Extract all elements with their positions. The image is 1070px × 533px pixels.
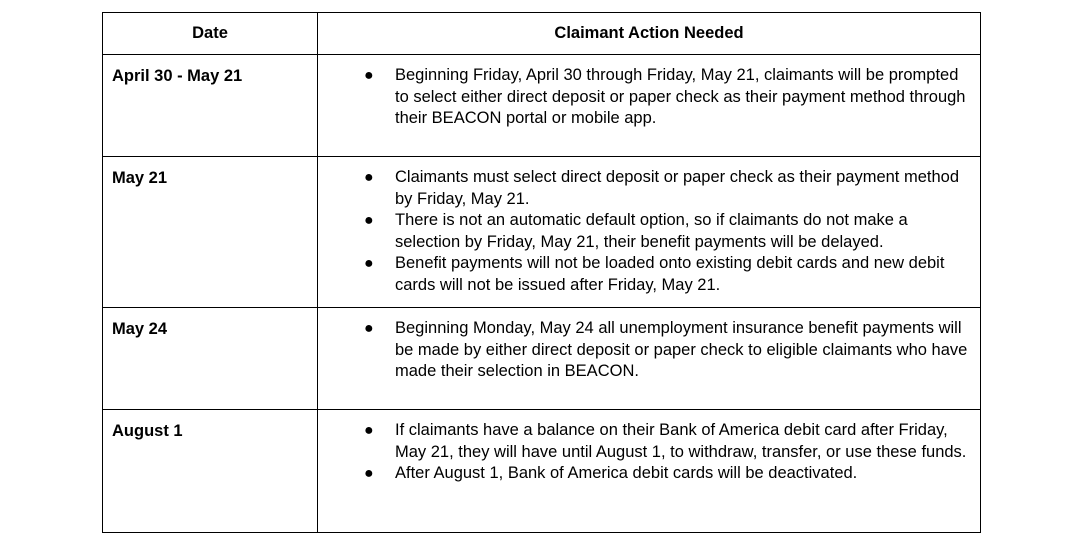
- list-item-text: After August 1, Bank of America debit cards will be deactivated.: [395, 464, 858, 482]
- list-item-text: Claimants must select direct deposit or paper check as their payment method by Friday, May 21.: [395, 168, 960, 208]
- list-item: [318, 65, 972, 130]
- list-item: [318, 318, 972, 383]
- bullet-icon: ●: [364, 465, 374, 482]
- action-list: [318, 65, 972, 130]
- list-item-text: Beginning Monday, May 24 all unemployment insurance benefit payments will be made by either direct deposit or paper check to eligible claimants who have made their selection in BEACON.: [395, 319, 968, 380]
- bullet-icon: ●: [364, 320, 374, 337]
- action-list: [318, 167, 972, 296]
- date-cell: May 21: [103, 157, 318, 308]
- date-column-header: Date: [103, 13, 318, 55]
- action-list: [318, 420, 972, 485]
- date-cell: August 1: [103, 410, 318, 533]
- action-cell: [318, 55, 981, 157]
- table-row: [103, 157, 981, 308]
- action-list: [318, 318, 972, 383]
- list-item-text: Beginning Friday, April 30 through Friday, May 21, claimants will be prompted to select either direct deposit or paper check as their payment method through their BEACON portal or mobile app.: [395, 66, 966, 127]
- table-row: [103, 410, 981, 533]
- list-item: [318, 253, 972, 296]
- schedule-table: [102, 12, 981, 533]
- action-cell: [318, 410, 981, 533]
- bullet-icon: ●: [364, 212, 374, 229]
- list-item: [318, 463, 972, 485]
- list-item: [318, 167, 972, 210]
- action-cell: [318, 157, 981, 308]
- list-item-text: Benefit payments will not be loaded onto existing debit cards and new debit cards will not be issued after Friday, May 21.: [395, 254, 945, 294]
- bullet-icon: ●: [364, 169, 374, 186]
- list-item: [318, 210, 972, 253]
- action-column-header: Claimant Action Needed: [318, 13, 981, 55]
- table-row: [103, 308, 981, 410]
- list-item-text: There is not an automatic default option, so if claimants do not make a selection by Friday, May 21, their benefit payments will be delayed.: [395, 211, 908, 251]
- header-row: [103, 13, 981, 55]
- bullet-icon: ●: [364, 422, 374, 439]
- date-cell: May 24: [103, 308, 318, 410]
- table-row: [103, 55, 981, 157]
- bullet-icon: ●: [364, 67, 374, 84]
- date-cell: April 30 - May 21: [103, 55, 318, 157]
- bullet-icon: ●: [364, 255, 374, 272]
- list-item-text: If claimants have a balance on their Bank of America debit card after Friday, May 21, they will have until August 1, to withdraw, transfer, or use these funds.: [395, 421, 967, 461]
- action-cell: [318, 308, 981, 410]
- list-item: [318, 420, 972, 463]
